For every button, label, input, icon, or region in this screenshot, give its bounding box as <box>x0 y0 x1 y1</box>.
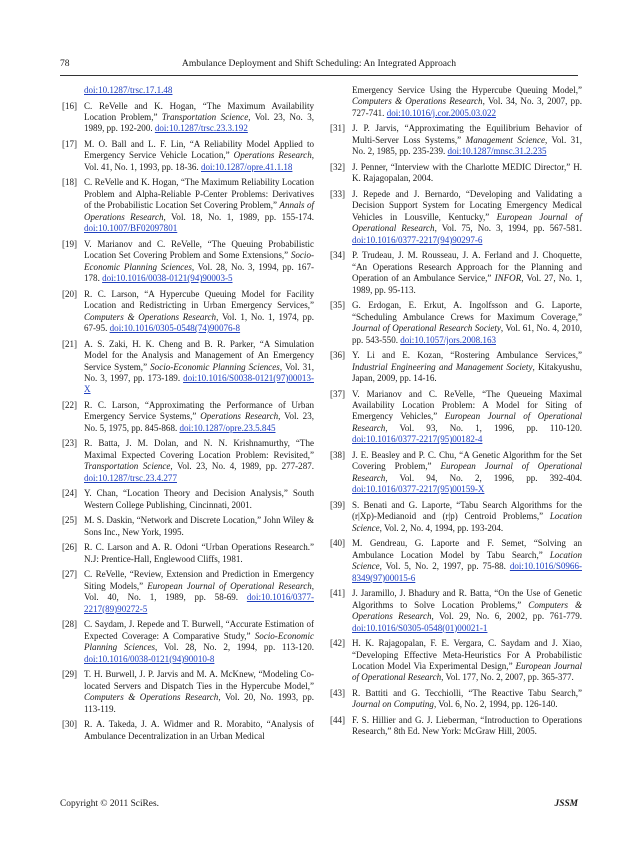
reference-item <box>62 438 314 484</box>
reference-text: J. Jaramillo, J. Bhadury and R. Batta, “On the Use of Genetic Algorithms to Solve Location Problems,” <box>352 588 582 610</box>
doi-link[interactable]: doi:10.1016/0377-2217(95)00159-X <box>352 484 485 495</box>
reference-number: [31] <box>330 123 346 134</box>
journal-abbreviation: JSSM <box>554 799 578 809</box>
reference-details: , Vol. 40, No. 1, 1989, pp. 58-69. <box>84 580 315 603</box>
reference-text: V. Marianov and C. ReVelle, “The Queuing Probabilistic Location Set Covering Problem and Some Extensions,” <box>84 238 314 261</box>
reference-venue: Location Science <box>352 549 582 572</box>
reference-venue: Computers & Operations Research <box>352 96 483 107</box>
doi-link[interactable]: doi:10.1016/j.cor.2005.03.022 <box>386 107 497 118</box>
doi-link[interactable]: doi:10.1287/trsc.17.1.48 <box>84 85 173 95</box>
reference-details: , Vol. 2, No. 4, 1994, pp. 193-204. <box>379 522 504 533</box>
reference-venue: Journal of Operational Research Society <box>352 323 501 334</box>
reference-details: , Vol. 23, No. 5, 1975, pp. 845-868. <box>84 411 314 433</box>
reference-details: , Vol. 177, No. 2, 2007, pp. 365-377. <box>441 672 574 683</box>
reference-number: [16] <box>62 100 78 111</box>
reference-number: [39] <box>330 499 346 510</box>
reference-details: , Vol. 28, No. 2, 1994, pp. 113-120. <box>155 642 314 653</box>
reference-venue: Management Science <box>465 134 545 145</box>
reference-venue: Socio-Economic Planning Sciences <box>84 250 314 272</box>
reference-item <box>330 162 582 185</box>
reference-text: J. Penner, “Interview with the Charlotte MEDIC Director,” H. K. Rajagopalan, 2004. <box>352 161 582 184</box>
reference-venue: Operations Research <box>200 411 279 422</box>
reference-number: [20] <box>62 288 78 299</box>
reference-number: [17] <box>62 139 78 149</box>
reference-text: A. S. Zaki, H. K. Cheng and B. R. Parker, “A Simulation Model for the Analysis and Management of An Emergency Service System,” <box>84 338 314 372</box>
reference-details: , Vol. 31, No. 3, 1997, pp. 173-189. <box>84 361 314 383</box>
reference-number: [25] <box>62 515 78 526</box>
reference-venue: INFOR <box>494 273 522 284</box>
reference-text: T. H. Burwell, J. P. Jarvis and M. A. McKnew, “Modeling Co-located Servers and Dispatch Ties in the Hypercube Model,” <box>84 669 314 691</box>
reference-details: , Vol. 18, No. 1, 1989, pp. 155-174. <box>163 211 314 222</box>
reference-item <box>62 85 314 96</box>
reference-number: [38] <box>330 449 346 460</box>
reference-details: , Vol. 31, No. 2, 1985, pp. 235-239. <box>352 134 582 157</box>
doi-link[interactable]: doi:10.1287/trsc.23.4.277 <box>84 472 177 483</box>
reference-item <box>62 542 314 565</box>
reference-number: [33] <box>330 188 346 199</box>
doi-link[interactable]: doi:10.1057/jors.2008.163 <box>400 334 496 345</box>
reference-details: , Kitakyushu, Japan, 2009, pp. 14-16. <box>352 361 582 383</box>
reference-text: V. Marianov and C. ReVelle, “The Queueing Maximal Availability Location Problem: A Model for Siting of Emergency Vehicles,” <box>352 388 582 422</box>
doi-link[interactable]: doi:10.1016/S0966-8349(97)00015-6 <box>352 561 582 583</box>
reference-text: M. O. Ball and L. F. Lin, “A Reliability Model Applied to Emergency Service Vehicle Location,” <box>84 139 314 161</box>
reference-item <box>62 139 314 173</box>
reference-venue: Industrial Engineering and Management Society <box>352 361 533 372</box>
doi-link[interactable]: doi:10.1016/S0038-0121(97)00013-X <box>84 372 314 395</box>
reference-text: C. ReVelle and K. Hogan, “The Maximum Availability Location Problem,” <box>84 100 314 122</box>
reference-item <box>62 101 314 135</box>
doi-link[interactable]: doi:10.1287/trsc.23.3.192 <box>154 123 248 134</box>
reference-item <box>62 400 314 434</box>
reference-number: [35] <box>330 300 346 311</box>
reference-details: , Vol. 29, No. 6, 2002, pp. 761-779. <box>431 611 582 622</box>
reference-venue: European Journal of Operational Research <box>147 580 312 591</box>
reference-item <box>330 500 582 534</box>
page-header <box>60 58 578 74</box>
doi-link[interactable]: doi:10.1016/0377-2217(94)90297-6 <box>352 234 483 245</box>
reference-venue: European Journal of Operational Research <box>352 660 582 683</box>
reference-number: [40] <box>330 538 346 549</box>
reference-number: [29] <box>62 669 78 680</box>
reference-venue: Location Science <box>352 511 582 533</box>
reference-number: [36] <box>330 350 346 361</box>
reference-details: , Vol. 5, No. 2, 1997, pp. 75-88. <box>379 561 510 572</box>
reference-number: [28] <box>62 619 78 630</box>
copyright-notice: Copyright © 2011 SciRes. <box>60 799 159 809</box>
reference-item <box>330 450 582 496</box>
reference-item <box>62 289 314 335</box>
reference-text: R. C. Larson and A. R. Odoni “Urban Operations Research.” N.J: Prentice-Hall, Englewood Cliffs, 1981. <box>84 542 314 564</box>
reference-details: , Vol. 23, No. 4, 1989, pp. 277-287. <box>170 461 314 472</box>
reference-details: , Vol. 61, No. 4, 2010, pp. 543-550. <box>352 323 582 345</box>
reference-details: , Vol. 93, No. 1, 1996, pp. 110-120. <box>385 422 582 433</box>
reference-number: [41] <box>330 588 346 599</box>
reference-venue: European Journal of Operational Research <box>352 211 582 234</box>
references-right-column <box>330 85 582 742</box>
reference-number: [27] <box>62 569 78 580</box>
reference-number: [22] <box>62 399 78 410</box>
reference-venue: Annals of Operations Research <box>84 200 314 222</box>
reference-text: S. Benati and G. Laporte, “Tabu Search Algorithms for the (r|Xp)-Medianoid and (r|p) Centroid Problems,” <box>352 499 582 522</box>
reference-item <box>62 719 314 742</box>
reference-text: F. S. Hillier and G. J. Lieberman, “Introduction to Operations Research,” 8th Ed. New York: McGraw Hill, 2005. <box>352 714 582 737</box>
doi-link[interactable]: doi:10.1016/S0305-0548(01)00021-1 <box>352 622 488 633</box>
reference-item <box>62 515 314 538</box>
doi-link[interactable]: doi:10.1287/mnsc.31.2.235 <box>447 146 547 157</box>
reference-item <box>330 688 582 711</box>
reference-text: J. Repede and J. Bernardo, “Developing and Validating a Decision Support System for Locating Emergency Medical Vehicles in Lousville, Kentucky,” <box>352 188 582 222</box>
reference-details: , Vol. 34, No. 3, 2007, pp. 727-741. <box>352 96 582 118</box>
running-title: Ambulance Deployment and Shift Scheduling: An Integrated Approach <box>181 58 457 69</box>
reference-text: Emergency Service Using the Hypercube Queuing Model,” <box>352 85 582 95</box>
reference-item <box>330 123 582 157</box>
reference-number: [26] <box>62 542 78 553</box>
doi-link[interactable]: doi:10.1016/0038-0121(94)90003-5 <box>102 273 233 284</box>
reference-details: , Vol. 75, No. 3, 1994, pp. 567-581. <box>434 223 582 234</box>
reference-venue: Transportation Science <box>161 112 249 122</box>
reference-text: C. ReVelle and K. Hogan, “The Maximum Reliability Location Problem and Alpha-Reliable P-Center Problems: Derivatives of the Probabilistic Location Set Covering Problem,” <box>84 177 314 211</box>
reference-text: M. Gendreau, G. Laporte and F. Semet, “Solving an Ambulance Location Model by Tabu Search,” <box>352 538 582 560</box>
reference-item <box>330 389 582 446</box>
reference-item <box>62 569 314 615</box>
reference-number: [32] <box>330 161 346 172</box>
reference-text: Y. Chan, “Location Theory and Decision Analysis,” South Western College Publishing, Cincinnati, 2001. <box>84 488 314 510</box>
reference-number: [30] <box>62 719 78 730</box>
page-number: 78 <box>60 58 70 69</box>
reference-number: [19] <box>62 238 78 249</box>
reference-number: [24] <box>62 488 78 499</box>
reference-details: , Vol. 23, No. 3, 1989, pp. 192-200. <box>84 112 314 134</box>
reference-item <box>330 300 582 346</box>
doi-link[interactable]: doi:10.1016/0377-2217(95)00182-4 <box>352 434 483 445</box>
reference-details: , Vol. 28, No. 3, 1994, pp. 167-178. <box>84 261 314 284</box>
reference-venue: Computers & Operations Research <box>352 599 582 622</box>
reference-venue: Computers & Operations Research <box>84 692 219 703</box>
reference-text: G. Erdogan, E. Erkut, A. Ingolfsson and G. Laporte, “Scheduling Ambulance Crews for Maximum Coverage,” <box>352 300 582 322</box>
reference-text: C. Saydam, J. Repede and T. Burwell, “Accurate Estimation of Expected Coverage: A Comparative Study,” <box>84 619 314 641</box>
doi-link[interactable]: doi:10.1007/BF02097801 <box>84 223 178 234</box>
reference-details: , Vol. 6, No. 2, 1994, pp. 126-140. <box>433 699 558 710</box>
reference-venue: Socio-Economic Planning Sciences <box>84 630 314 653</box>
reference-text: R. Battiti and G. Tecchiolli, “The Reactive Tabu Search,” <box>352 687 582 698</box>
reference-text: Y. Li and E. Kozan, “Rostering Ambulance Services,” <box>352 350 582 361</box>
reference-item <box>62 619 314 665</box>
reference-number: [18] <box>62 177 78 188</box>
reference-number: [23] <box>62 438 78 449</box>
reference-text: R. A. Takeda, J. A. Widmer and R. Morabito, “Analysis of Ambulance Decentralization in an Urban Medical <box>84 719 314 741</box>
reference-details: , Vol. 27, No. 1, 1989, pp. 95-113. <box>352 273 582 295</box>
reference-item <box>62 177 314 234</box>
reference-item <box>62 669 314 715</box>
reference-item <box>330 350 582 384</box>
reference-item <box>330 250 582 296</box>
reference-details: , Vol. 20, No. 1993, pp. 113-119. <box>84 692 314 714</box>
reference-item <box>62 488 314 511</box>
reference-item <box>330 715 582 738</box>
reference-text: P. Trudeau, J. M. Rousseau, J. A. Ferland and J. Choquette, “An Operations Research Approach for the Planning and Operation of an Ambulance Service,” <box>352 250 582 284</box>
reference-text: J. E. Beasley and P. C. Chu, “A Genetic Algorithm for the Set Covering Problem,” <box>352 449 582 472</box>
doi-link[interactable]: doi:10.1287/opre.41.1.18 <box>200 161 293 172</box>
references-left-column <box>62 85 314 746</box>
reference-text: R. Batta, J. M. Dolan, and N. N. Krishnamurthy, “The Maximal Expected Covering Location Problem: Revisited,” <box>84 438 314 460</box>
reference-item <box>330 588 582 634</box>
doi-link[interactable]: doi:10.1016/0377-2217(89)90272-5 <box>84 592 314 614</box>
reference-text: C. ReVelle, “Review, Extension and Prediction in Emergency Siting Models,” <box>84 569 314 591</box>
reference-text: J. P. Jarvis, “Approximating the Equilibrium Behavior of Multi-Server Loss Systems,” <box>352 123 582 145</box>
reference-number: [21] <box>62 338 78 349</box>
reference-text: H. K. Rajagopalan, F. E. Vergara, C. Saydam and J. Xiao, “Developing Effective Meta-Heuristics For A Probabilistic Location Model Via Experimental Design,” <box>352 638 582 671</box>
reference-venue: European Journal of Operational Research <box>352 411 582 433</box>
reference-details: , Vol. 94, No. 2, 1996, pp. 392-404. <box>385 472 582 483</box>
reference-number: [42] <box>330 638 346 649</box>
reference-item <box>62 239 314 285</box>
reference-text: R. C. Larson, “Approximating the Performance of Urban Emergency Service Systems,” <box>84 399 314 422</box>
reference-item <box>330 189 582 246</box>
reference-venue: European Journal of Operational Research <box>352 461 582 483</box>
page-footer <box>60 799 578 813</box>
header-rule <box>60 75 578 76</box>
doi-link[interactable]: doi:10.1016/0038-0121(94)90010-8 <box>84 653 215 664</box>
reference-venue: Operations Research <box>233 150 312 161</box>
reference-number: [43] <box>330 687 346 698</box>
reference-text: M. S. Daskin, “Network and Discrete Location,” John Wiley & Sons Inc., New York, 1995. <box>84 515 314 537</box>
reference-details: , Vol. 1, No. 1, 1974, pp. 67-95. <box>84 311 314 334</box>
doi-link[interactable]: doi:10.1016/0305-0548(74)90076-8 <box>109 323 241 334</box>
reference-venue: Journal on Computing <box>352 699 434 710</box>
reference-details: , Vol. 41, No. 1, 1993, pp. 18-36. <box>84 150 314 172</box>
reference-venue: Transportation Science <box>84 461 171 472</box>
reference-number: [34] <box>330 250 346 261</box>
reference-venue: Computers & Operations Research <box>84 311 217 322</box>
reference-item <box>330 85 582 119</box>
reference-text: R. C. Larson, “A Hypercube Queuing Model for Facility Location and Redistricting in Urban Emergency Services,” <box>84 288 314 311</box>
doi-link[interactable]: doi:10.1287/opre.23.5.845 <box>179 422 276 433</box>
reference-item <box>330 638 582 684</box>
reference-number: [37] <box>330 388 346 399</box>
reference-number: [44] <box>330 714 346 725</box>
reference-venue: Socio-Economic Planning Sciences <box>150 361 280 372</box>
reference-item <box>330 538 582 584</box>
reference-item <box>62 339 314 396</box>
